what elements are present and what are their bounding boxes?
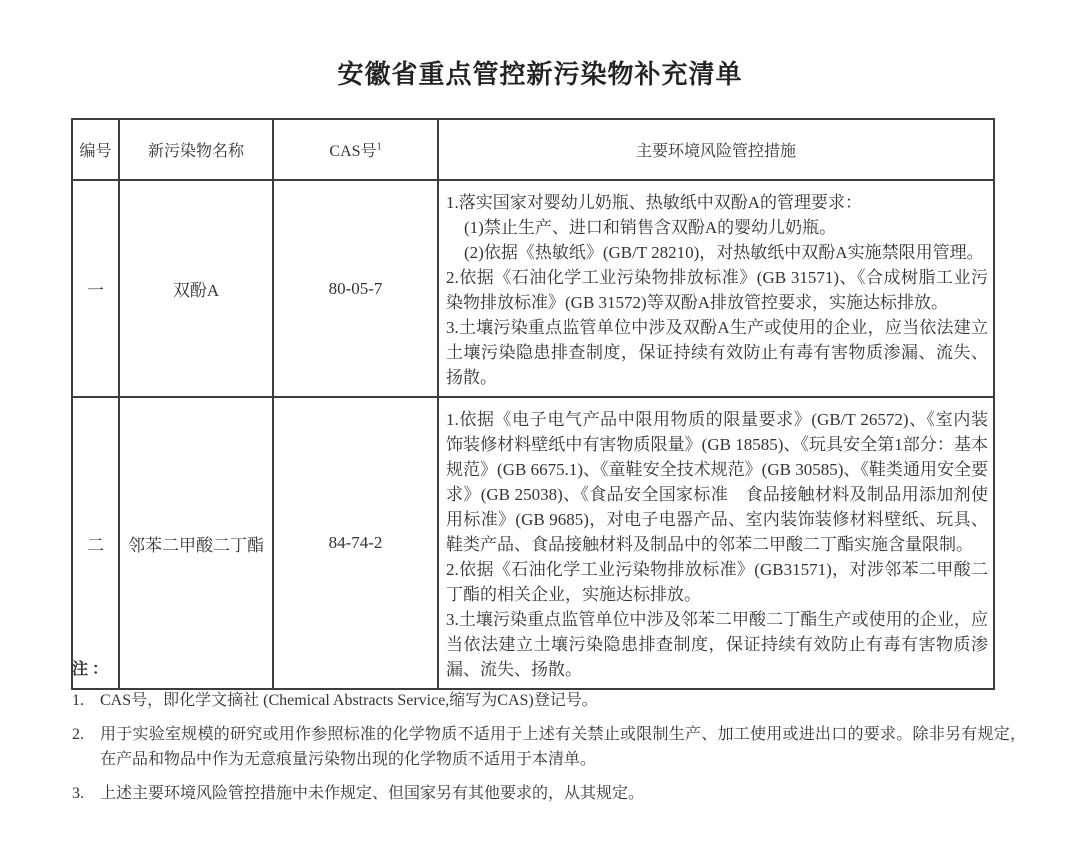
note-number: 1.	[72, 692, 84, 709]
measures-cell	[438, 397, 994, 689]
col-header-index: 编号	[72, 119, 119, 180]
table-row	[72, 180, 994, 397]
measure-subitem: (2)依据《热敏纸》(GB/T 28210)，对热敏纸中双酚A实施禁限用管理。	[464, 243, 984, 262]
cas-footnote-superscript: 1	[376, 141, 382, 153]
note-number: 2.	[72, 726, 84, 743]
col-header-name: 新污染物名称	[119, 119, 273, 180]
measure-item: 2.依据《石油化学工业污染物排放标准》(GB31571)，对涉邻苯二甲酸二丁酯的相关企业，实施达标排放。	[446, 560, 988, 604]
col-header-cas-label: CAS号	[329, 143, 377, 160]
measures-cell	[438, 180, 994, 397]
measure-item: 1.依据《电子电气产品中限用物质的限量要求》(GB/T 26572)、《室内装饰装修材料壁纸中有害物质限量》(GB 18585)、《玩具安全第1部分：基本规范》(GB 6675.1)、《童鞋安全技术规范》(GB 30585)、《鞋类通用安全要求》(GB 25038)、《食品安全国家标准 食品接触材料及制品用添加剂使用标准》(GB 9685)，对电子电器产品、室内装饰装修材料壁纸、玩具、鞋类产品、食品接触材料及制品中的邻苯二甲酸二丁酯实施含量限制。	[446, 410, 988, 554]
note-item	[72, 781, 1026, 806]
table-header-row	[72, 119, 994, 180]
pollutant-name: 双酚A	[119, 180, 273, 397]
cas-number: 80-05-7	[273, 180, 438, 397]
note-number: 3.	[72, 785, 84, 802]
note-text: CAS号，即化学文摘社 (Chemical Abstracts Service,缩写为CAS)登记号。	[100, 692, 598, 709]
measure-item: 3.土壤污染重点监管单位中涉及双酚A生产或使用的企业，应当依法建立土壤污染隐患排查制度，保证持续有效防止有毒有害物质渗漏、流失、扬散。	[446, 318, 988, 387]
note-text: 用于实验室规模的研究或用作参照标准的化学物质不适用于上述有关禁止或限制生产、加工使用或进出口的要求。除非另有规定，在产品和物品中作为无意痕量污染物出现的化学物质不适用于本清单。	[100, 726, 1026, 768]
measure-item: 3.土壤污染重点监管单位中涉及邻苯二甲酸二丁酯生产或使用的企业，应当依法建立土壤污染隐患排查制度，保证持续有效防止有毒有害物质渗漏、流失、扬散。	[446, 610, 988, 679]
table-row	[72, 397, 994, 689]
cas-number: 84-74-2	[273, 397, 438, 689]
page-title: 安徽省重点管控新污染物补充清单	[337, 60, 743, 89]
pollutant-name: 邻苯二甲酸二丁酯	[119, 397, 273, 689]
note-item	[72, 722, 1026, 772]
note-item	[72, 688, 1026, 713]
note-text: 上述主要环境风险管控措施中未作规定、但国家另有其他要求的，从其规定。	[100, 785, 645, 802]
notes-section	[72, 656, 1026, 815]
notes-label: 注 ：	[72, 661, 109, 678]
row-index: 二	[72, 397, 119, 689]
row-index: 一	[72, 180, 119, 397]
pollutants-table	[71, 118, 995, 690]
measure-subitem: (1)禁止生产、进口和销售含双酚A的婴幼儿奶瓶。	[464, 218, 837, 237]
col-header-cas	[273, 119, 438, 180]
col-header-measures: 主要环境风险管控措施	[438, 119, 994, 180]
measure-item: 1.落实国家对婴幼儿奶瓶、热敏纸中双酚A的管理要求：	[446, 193, 863, 212]
measure-item: 2.依据《石油化学工业污染物排放标准》(GB 31571)、《合成树脂工业污染物排放标准》(GB 31572)等双酚A排放管控要求，实施达标排放。	[446, 268, 988, 312]
